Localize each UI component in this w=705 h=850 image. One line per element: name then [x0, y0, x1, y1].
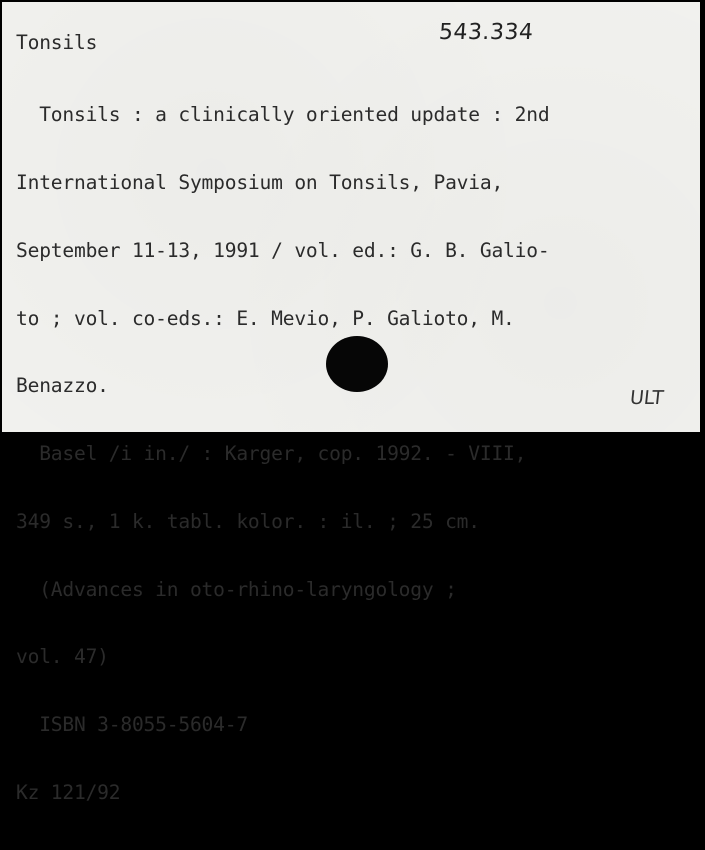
entry-line: Tonsils : a clinically oriented update : 2nd — [16, 103, 550, 127]
punch-hole — [326, 336, 388, 392]
entry-line: ISBN 3-8055-5604-7 — [16, 713, 248, 737]
entry-line: International Symposium on Tonsils, Pavia, — [16, 170, 504, 194]
entry-line: (Advances in oto-rhino-laryngology ; — [16, 577, 457, 601]
call-number: 543.334 — [438, 20, 535, 45]
entry-line: Benazzo. — [16, 374, 109, 398]
entry-line: Kz 121/92 — [16, 781, 121, 804]
entry-line: September 11-13, 1991 / vol. ed.: G. B. Galio- — [16, 238, 550, 262]
catalog-entry — [16, 59, 549, 850]
catalog-card — [2, 2, 700, 804]
entry-line: 349 s., 1 k. tabl. kolor. : il. ; 25 cm. — [16, 509, 480, 533]
entry-line: Basel /i in./ : Karger, cop. 1992. - VIII, — [16, 442, 527, 466]
entry-line: vol. 47) — [16, 645, 109, 669]
entry-line: to ; vol. co-eds.: E. Mevio, P. Galioto, M. — [16, 306, 515, 330]
subject-heading: Tonsils — [16, 31, 98, 54]
handwritten-initials: ULT — [628, 387, 665, 409]
